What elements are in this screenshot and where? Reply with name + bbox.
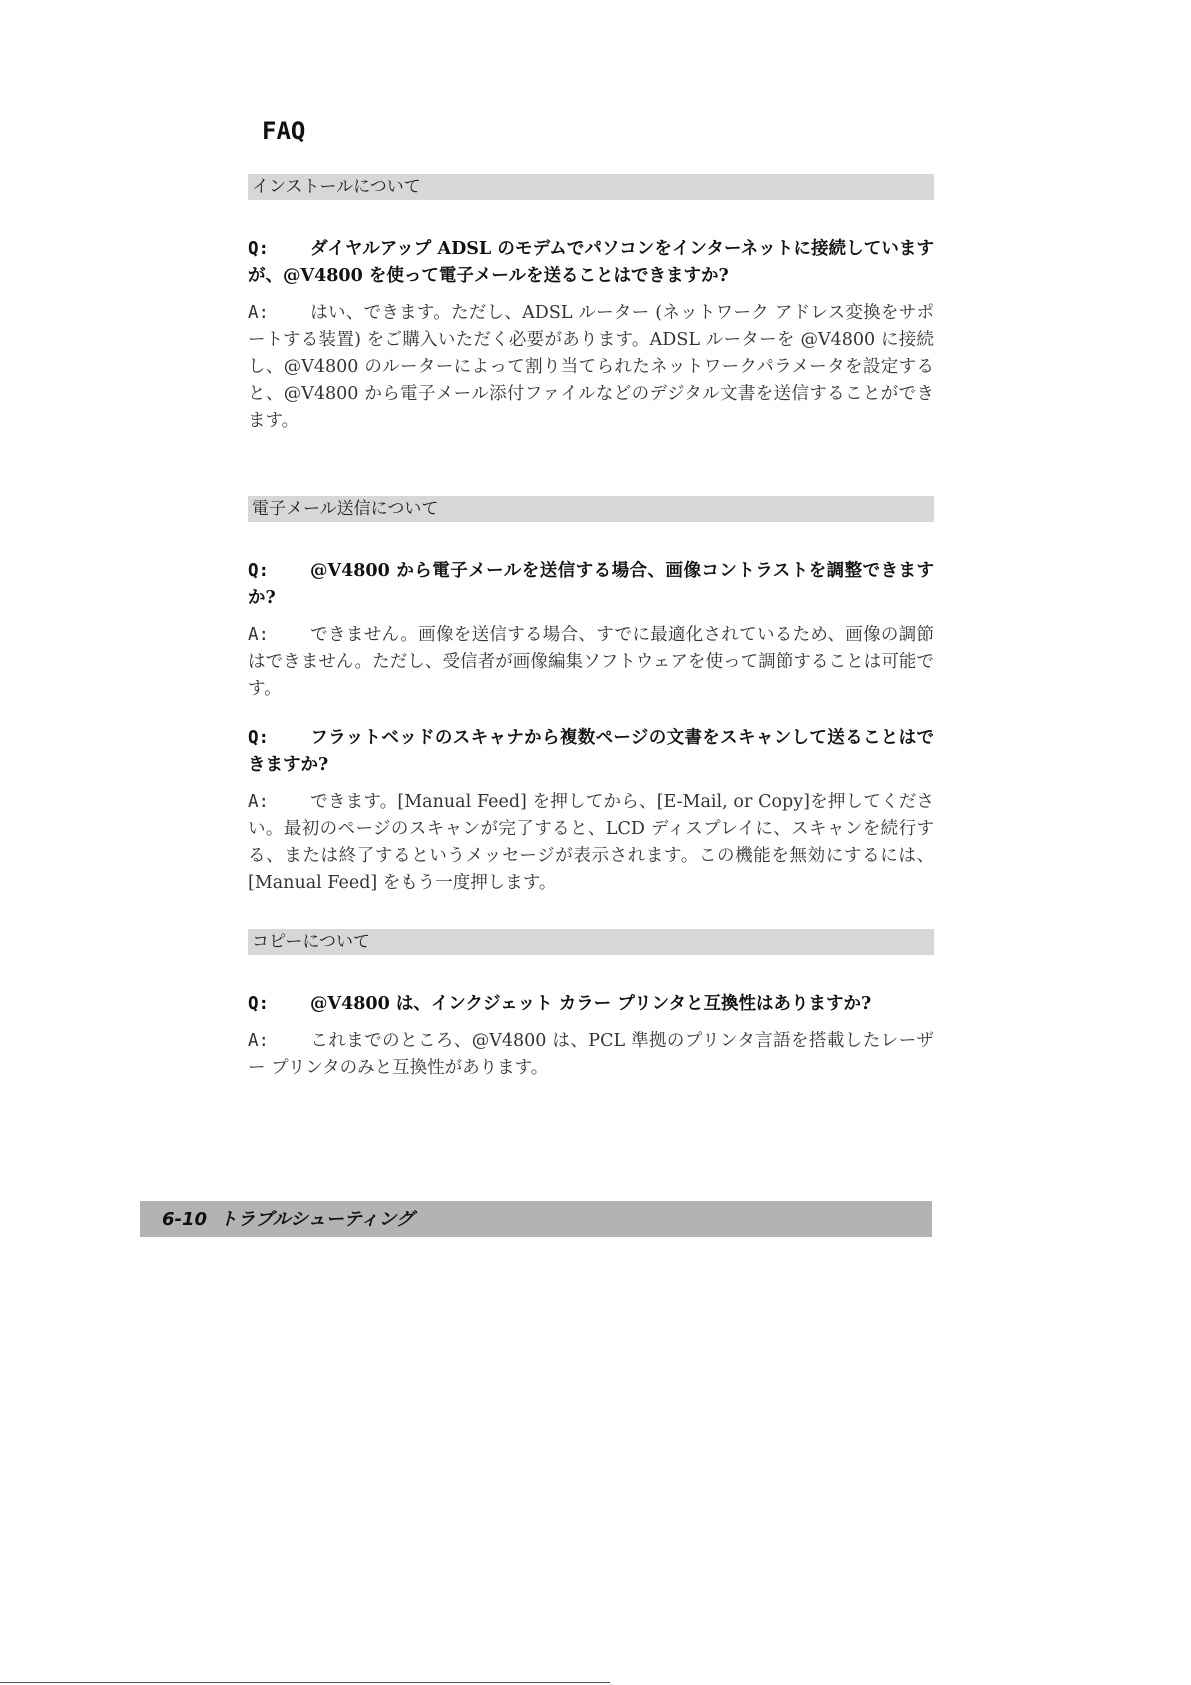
question xyxy=(248,236,934,290)
answer-text: できません。画像を送信する場合、すでに最適化されているため、画像の調節はできません。ただし、受信者が画像編集ソフトウェアを使って調節することは可能です。 xyxy=(248,625,934,699)
question-text: フラットベッドのスキャナから複数ページの文書をスキャンして送ることはできますか? xyxy=(248,728,934,775)
section-header: インストールについて xyxy=(248,174,934,200)
q-prefix: Q: xyxy=(248,239,270,259)
faq-content xyxy=(248,174,934,1082)
faq-section-copy xyxy=(248,929,934,1082)
q-prefix: Q: xyxy=(248,994,270,1014)
bottom-rule xyxy=(0,1682,610,1683)
footer xyxy=(162,1209,414,1231)
a-prefix: A: xyxy=(248,303,270,323)
answer xyxy=(248,789,934,897)
question-text: ダイヤルアップ ADSL のモデムでパソコンをインターネットに接続していますが、@V4800 を使って電子メールを送ることはできますか? xyxy=(248,239,934,286)
q-prefix: Q: xyxy=(248,561,270,581)
question xyxy=(248,991,934,1018)
question xyxy=(248,558,934,612)
section-header: コピーについて xyxy=(248,929,934,955)
footer-page-number: 6-10 xyxy=(162,1209,208,1230)
question xyxy=(248,725,934,779)
answer-text: はい、できます。ただし、ADSL ルーター (ネットワーク アドレス変換をサポートする装置) をご購入いただく必要があります。ADSL ルーターを @V4800 に接続し、@V4800 のルーターによって割り当てられたネットワークパラメータを設定すると、@V4800 から電子メール添付ファイルなどのデジタル文書を送信することができます。 xyxy=(248,303,934,431)
answer xyxy=(248,300,934,435)
page-title: FAQ xyxy=(262,117,306,145)
a-prefix: A: xyxy=(248,792,270,812)
a-prefix: A: xyxy=(248,625,270,645)
answer-text: これまでのところ、@V4800 は、PCL 準拠のプリンタ言語を搭載したレーザー プリンタのみと互換性があります。 xyxy=(248,1031,934,1078)
faq-section-email xyxy=(248,496,934,897)
answer xyxy=(248,1028,934,1082)
footer-chapter-title: トラブルシューティング xyxy=(219,1209,414,1230)
answer-text: できます。[Manual Feed] を押してから、[E-Mail, or Copy]を押してください。最初のページのスキャンが完了すると、LCD ディスプレイに、スキャンを続行する、または終了するというメッセージが表示されます。この機能を無効にするには、[Manual Feed] をもう一度押します。 xyxy=(248,792,934,893)
question-text: @V4800 は、インクジェット カラー プリンタと互換性はありますか? xyxy=(310,994,872,1014)
a-prefix: A: xyxy=(248,1031,270,1051)
answer xyxy=(248,622,934,703)
faq-section-install xyxy=(248,174,934,435)
section-header: 電子メール送信について xyxy=(248,496,934,522)
q-prefix: Q: xyxy=(248,728,270,748)
question-text: @V4800 から電子メールを送信する場合、画像コントラストを調整できますか? xyxy=(248,561,934,608)
